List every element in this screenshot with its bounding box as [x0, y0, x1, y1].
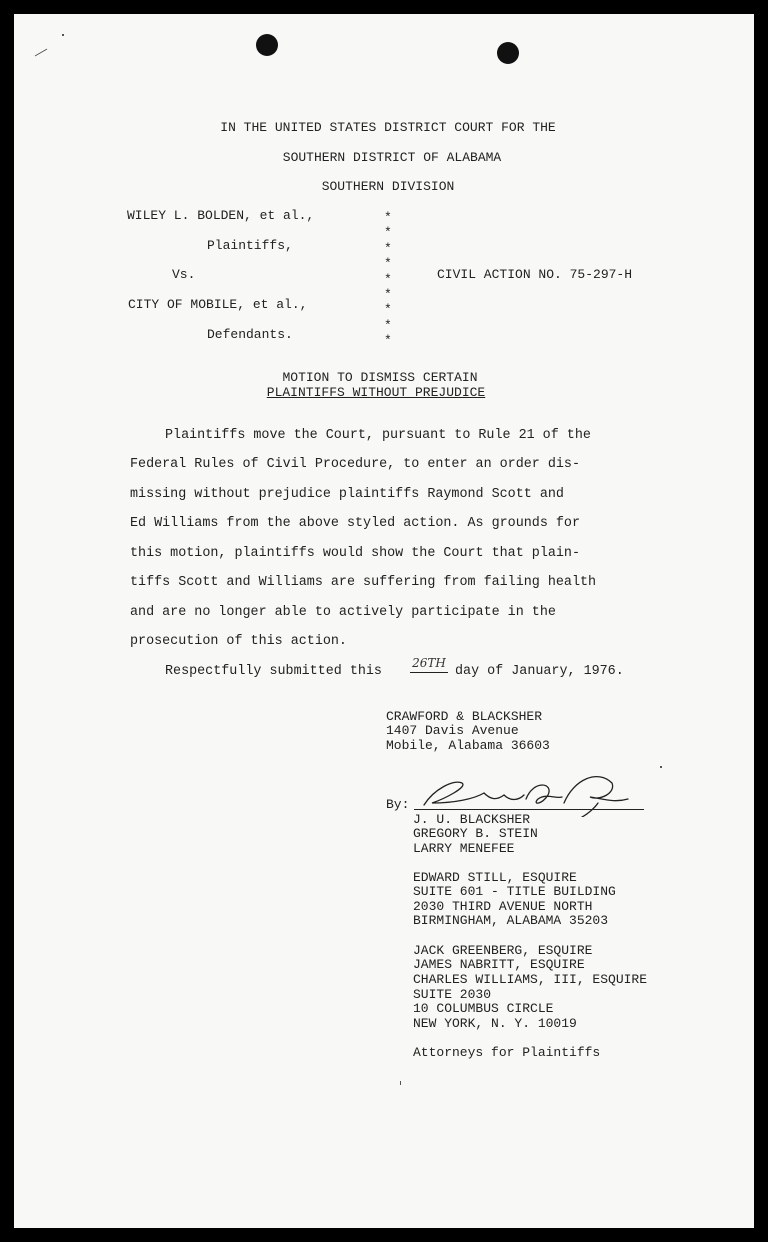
attorney-address-line: CHARLES WILLIAMS, III, ESQUIRE: [413, 972, 648, 987]
submission-prefix: Respectfully submitted this: [165, 664, 382, 679]
plaintiff-role: Plaintiffs,: [207, 238, 293, 253]
caption-star: *: [384, 333, 392, 349]
versus-label: Vs.: [172, 267, 196, 282]
attorney-address-line: JAMES NABRITT, ESQUIRE: [413, 957, 585, 972]
civil-action-number: CIVIL ACTION NO. 75-297-H: [437, 267, 633, 282]
firm-street: 1407 Davis Avenue: [386, 723, 519, 738]
attorney-address-line: EDWARD STILL, ESQUIRE: [413, 870, 577, 885]
paper-speck: [35, 49, 48, 57]
attorney-address-line: NEW YORK, N. Y. 10019: [413, 1016, 577, 1031]
motion-title-line1: MOTION TO DISMISS CERTAIN: [282, 370, 478, 385]
caption-star: *: [384, 240, 392, 256]
firm-name: CRAWFORD & BLACKSHER: [386, 709, 543, 724]
caption-star: *: [384, 271, 392, 287]
firm-city: Mobile, Alabama 36603: [386, 738, 550, 753]
paper-speck: [400, 1081, 401, 1085]
body-line: prosecution of this action.: [130, 634, 347, 649]
caption-star: *: [384, 302, 392, 318]
attorney-address-line: SUITE 2030: [413, 987, 492, 1002]
handwritten-signature: [414, 759, 634, 817]
defendant-name: CITY OF MOBILE, et al.,: [128, 297, 308, 312]
motion-title-line2: PLAINTIFFS WITHOUT PREJUDICE: [266, 385, 486, 400]
caption-star: *: [384, 225, 392, 241]
defendant-role: Defendants.: [207, 327, 293, 342]
body-line: and are no longer able to actively participate in the: [130, 605, 556, 620]
attorney-address-line: BIRMINGHAM, ALABAMA 35203: [413, 913, 609, 928]
punch-hole-left: [256, 34, 278, 56]
body-line: tiffs Scott and Williams are suffering from failing health: [130, 575, 597, 590]
body-line: Federal Rules of Civil Procedure, to enter an order dis-: [130, 457, 580, 472]
plaintiff-name: WILEY L. BOLDEN, et al.,: [127, 208, 315, 223]
caption-star-column: [384, 210, 392, 349]
body-line: Plaintiffs move the Court, pursuant to Rule 21 of the: [165, 428, 591, 443]
caption-star: *: [384, 287, 392, 303]
court-heading-line3: SOUTHERN DIVISION: [321, 179, 455, 194]
court-heading-line1: IN THE UNITED STATES DISTRICT COURT FOR THE: [220, 120, 556, 135]
document-page: [14, 14, 754, 1228]
submission-suffix: day of January, 1976.: [455, 664, 624, 679]
caption-star: *: [384, 256, 392, 272]
handwritten-day: [410, 654, 448, 673]
handwritten-day-text: 26TH: [412, 656, 446, 670]
attorney-address-line: SUITE 601 - TITLE BUILDING: [413, 884, 616, 899]
signer-name: GREGORY B. STEIN: [413, 826, 538, 841]
paper-speck: [660, 766, 662, 768]
paper-speck: [62, 34, 64, 36]
signer-name: J. U. BLACKSHER: [413, 812, 531, 827]
punch-hole-right: [497, 42, 519, 64]
caption-star: *: [384, 317, 392, 333]
body-line: missing without prejudice plaintiffs Raymond Scott and: [130, 487, 564, 502]
attorney-address-line: JACK GREENBERG, ESQUIRE: [413, 943, 593, 958]
attorney-address-line: 10 COLUMBUS CIRCLE: [413, 1001, 554, 1016]
body-line: this motion, plaintiffs would show the Court that plain-: [130, 546, 580, 561]
body-line: Ed Williams from the above styled action. As grounds for: [130, 516, 580, 531]
signer-name: LARRY MENEFEE: [413, 841, 515, 856]
by-label: By:: [386, 797, 410, 812]
caption-star: *: [384, 210, 392, 225]
court-heading-line2: SOUTHERN DISTRICT OF ALABAMA: [282, 150, 502, 165]
attorney-address-line: 2030 THIRD AVENUE NORTH: [413, 899, 593, 914]
closing-line: Attorneys for Plaintiffs: [413, 1045, 601, 1060]
